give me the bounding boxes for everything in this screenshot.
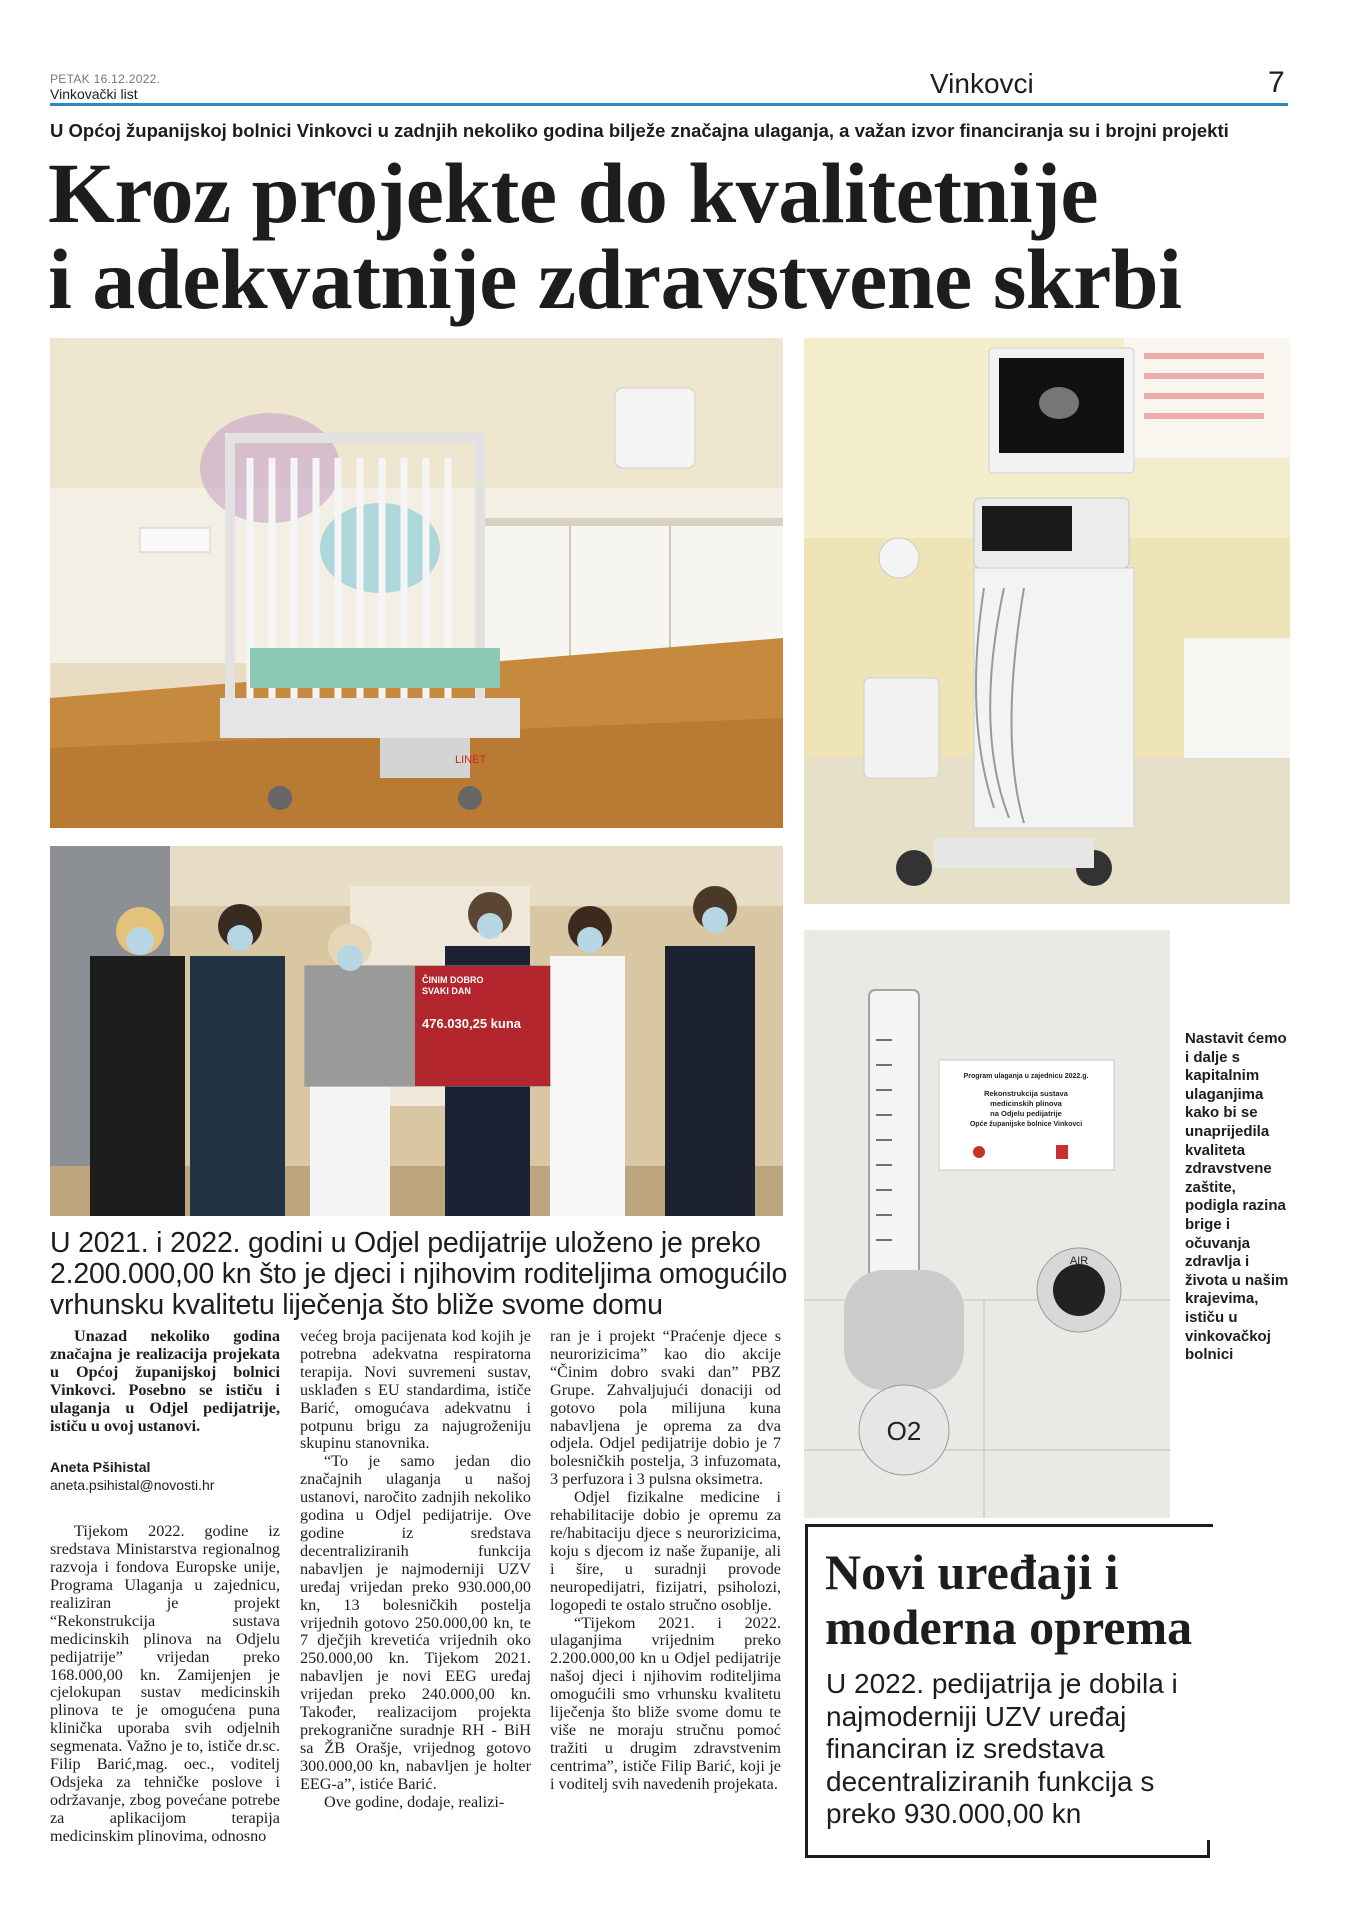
donation-check	[305, 966, 550, 1086]
headline-line-2: i adekvatnije zdravstvene skrbi	[48, 231, 1182, 327]
article-column-2	[300, 1328, 531, 1811]
column-2-paragraph-1: većeg broja pacijenata kod kojih je potrebna adekvatna respiratorna terapija. Novi suvremeni sustav, usklađen s EU standardima, ističe Barić, omogućava adekvatnu i potpunu brigu za najugroženiju skupinu stanovnika.	[300, 1327, 531, 1453]
highlight-box-title: Novi uređaji i moderna oprema	[825, 1544, 1193, 1655]
column-1-paragraph: Tijekom 2022. godine iz sredstava Ministarstva regionalnog razvoja i fondova Europske unije, Programa Ulaganja u zajednicu, realiziran je projekt “Rekonstrukcija sustava medicinskih plinova na Odjelu pedijatrije” vrijedan preko 168.000,00 kn. Zamijenjen je cjelokupan sustav medicinskih plinova te je omogućena puna klinička uporaba svih odjelnih segmenata. Važno je to, ističe dr.sc. Filip Barić,mag. oec., voditelj Odsjeka za tehničke poslove i održavanje, zbog povećane potrebe za aplikacijom terapija medicinskim plinovima, odnosno	[50, 1522, 280, 1845]
photo-baby-cot	[50, 338, 783, 828]
publication-name: Vinkovački list	[50, 86, 138, 102]
photo-donation-group	[50, 846, 783, 1216]
check-line-2: SVAKI DAN	[422, 986, 471, 996]
highlight-box-bottom-rule	[805, 1855, 1210, 1858]
column-3-paragraph-1: ran je i projekt “Praćenje djece s neurorizicima” kao dio akcije “Činim dobro svaki dan” PBZ Grupe. Zahvaljujući donaciji od gotovo pola milijuna kuna nabavljena je oprema za dva odjela. Odjel pedijatrije dobio je 7 bolesničkih postelja, 3 infuzomata, 3 perfuzora i 3 pulsna oksimetra.	[550, 1327, 781, 1489]
plaque-line-1: Rekonstrukcija sustava	[984, 1089, 1068, 1098]
article-subheadline: U 2021. i 2022. godini u Odjel pedijatrije uloženo je preko 2.200.000,00 kn što je djeci i njihovim roditeljima omogućilo vrhunsku kvalitetu liječenja što bliže svome domu	[50, 1227, 788, 1321]
plaque-line-2: medicinskih plinova	[990, 1099, 1062, 1108]
article-column-3	[550, 1328, 781, 1794]
plaque-line-4: Opće županijske bolnice Vinkovci	[969, 1121, 1083, 1128]
headline-line-1: Kroz projekte do kvalitetnije	[48, 145, 1099, 241]
header-rule	[50, 103, 1288, 106]
article-lead: Unazad nekoliko godina značajna je realizacija projekata u Općoj županijskoj bolnici Vinkovci. Posebno se ističu i ulaganja u Odjel pedijatrije, ističu u ovoj ustanovi.	[50, 1327, 280, 1435]
article-headline	[48, 145, 1298, 327]
column-2-paragraph-3: Ove godine, dodaje, realizi-	[324, 1792, 505, 1811]
plaque-line-3: na Odjelu pedijatrije	[990, 1109, 1062, 1118]
author-name: Aneta Pšihistal	[50, 1459, 151, 1476]
page-number: 7	[1268, 66, 1285, 99]
issue-date: PETAK 16.12.2022.	[50, 72, 161, 86]
column-2-paragraph-2: “To je samo jedan dio značajnih ulaganja u našoj ustanovi, naročito zadnjih nekoliko godina u Odjel pedijatrije. Ove godine iz sredstava decentraliziranih funkcija nabavljen je najmoderniji UZV uređaj vrijedan preko 930.000,00 kn, 13 bolesničkih postelja vrijednih gotovo 250.000,00 kn, te 7 dječjih krevetića vrijednih oko 250.000,00 kn. Tijekom 2021. nabavljen je novi EEG uređaj vrijedan preko 240.000,00 kn. Također, realizacijom projekta prekogranične suradnje RH - BiH sa ŽB Orašje, vrijednog gotovo 300.000,00 kn, nabavljen je holter EEG-a”, istiće Barić.	[300, 1452, 531, 1793]
highlight-box-end-mark	[1207, 1840, 1210, 1858]
highlight-box-text: U 2022. pedijatrija je dobila i najmoderniji UZV uređaj financiran iz sredstava decentraliziranih funkcija s preko 930.000,00 kn	[826, 1668, 1178, 1829]
article-column-1	[50, 1328, 280, 1846]
check-line-1: ČINIM DOBRO	[422, 975, 484, 985]
air-label: AIR	[1069, 1255, 1089, 1267]
o2-label: O2	[886, 1416, 922, 1446]
author-email: aneta.psihistal@novosti.hr	[50, 1477, 215, 1494]
photo-caption: Nastavit ćemo i dalje s kapitalnim ulaganjima kako bi se unaprijedila kvaliteta zdravstvene zaštite, podigla razina brige i očuvanja zdravlja i života u našim krajevima, ističu u vinkovačkoj bolnici	[1185, 1030, 1289, 1364]
column-3-paragraph-2: Odjel fizikalne medicine i rehabilitacije dobio je opremu za re/habitaciju djece s neurorizicima, koju s djecom iz naše županije, ali i šire, u suradnji provode neuropedijatri, fizijatri, psiholozi, logopedi te ostalo stručno osoblje.	[550, 1488, 781, 1614]
column-3-paragraph-3: “Tijekom 2021. i 2022. ulaganjima vrijednim preko 2.200.000,00 kn u Odjel pedijatrije našoj djeci i njihovim roditeljima omogućili smo vrhunsku kvalitetu liječenja što bliže svome domu te više ne moraju stručnu pomoć tražiti u drugim zdravstvenim centrima”, ističe Filip Barić, koji je i voditelj svih navedenih projekata.	[550, 1613, 781, 1793]
bed-brand-label: LINET	[455, 754, 487, 766]
check-amount: 476.030,25 kuna	[422, 1016, 522, 1031]
section-name: Vinkovci	[930, 68, 1034, 99]
photo-ultrasound-machine	[804, 338, 1290, 904]
wall-plaque	[939, 1060, 1114, 1170]
photo-oxygen-flowmeter	[804, 930, 1170, 1518]
article-kicker: U Općoj županijskoj bolnici Vinkovci u zadnjih nekoliko godina bilježe značajna ulaganja, a važan izvor financiranja su i brojni projekti	[50, 120, 1229, 141]
plaque-title: Program ulaganja u zajednicu 2022.g.	[963, 1073, 1089, 1080]
